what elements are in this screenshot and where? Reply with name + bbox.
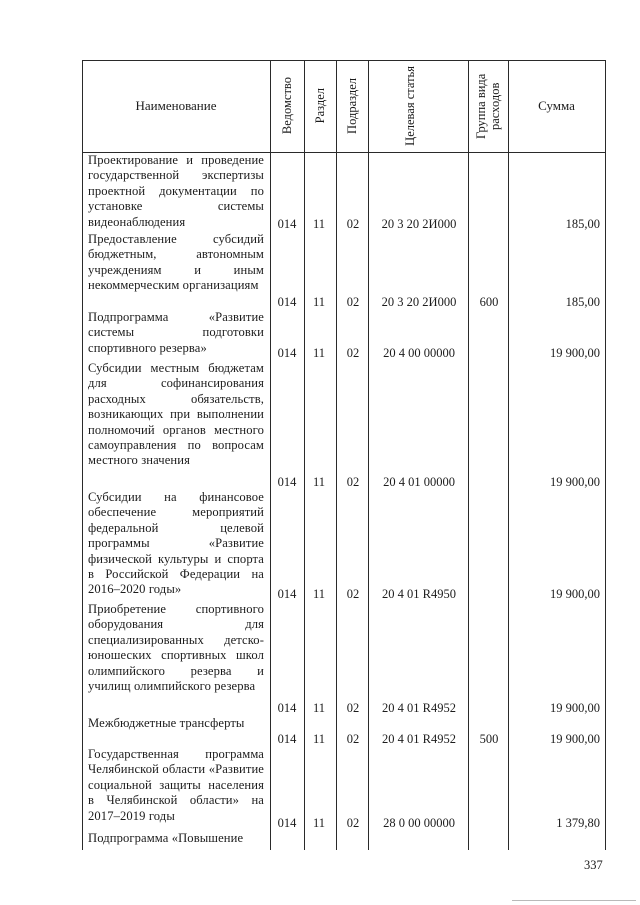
- header-amount: [508, 60, 605, 152]
- row-section: 11: [312, 294, 326, 309]
- row-subsection: 02: [346, 474, 360, 489]
- row-expense-group: 600: [479, 294, 499, 309]
- header-subsection: [336, 60, 368, 152]
- row-target-article: 20 4 01 R4950: [382, 586, 456, 601]
- header-name: [82, 60, 270, 152]
- row-name: Субсидии на финансовое обеспечение мероприятий федеральной целевой программы «Развитие физической культуры и спорта в Российской Федерации на 2016–2020 годы»: [88, 490, 264, 597]
- header-target-article-label: Целевая статья: [403, 66, 417, 146]
- row-name: Государственная программа Челябинской области «Развитие социальной защиты населения в Челябинской области» на 2017–2019 годы: [88, 747, 264, 823]
- row-section: 11: [312, 700, 326, 715]
- row-section: 11: [312, 586, 326, 601]
- row-amount: 19 900,00: [550, 700, 600, 715]
- row-amount: 1 379,80: [556, 815, 600, 830]
- row-section: 11: [312, 731, 326, 746]
- row-name: Субсидии местным бюджетам для софинансирования расходных обязательств, возникающих при выполнении полномочий органов местного самоуправления по вопросам местного значения: [88, 361, 264, 468]
- row-subsection: 02: [346, 586, 360, 601]
- row-department: 014: [277, 815, 297, 830]
- budget-table: [82, 60, 606, 850]
- table-row: [82, 361, 606, 490]
- table-row: [82, 310, 606, 361]
- row-subsection: 02: [346, 731, 360, 746]
- row-department: 014: [277, 345, 297, 360]
- header-name-label: Наименование: [135, 98, 217, 113]
- row-section: 11: [312, 345, 326, 360]
- table-row: [82, 716, 606, 747]
- row-target-article: 20 4 01 R4952: [382, 731, 456, 746]
- row-target-article: 28 0 00 00000: [383, 815, 455, 830]
- row-target-article: 20 4 00 00000: [383, 345, 455, 360]
- table-row: [82, 490, 606, 602]
- page-number: 337: [584, 858, 603, 872]
- row-subsection: 02: [346, 294, 360, 309]
- row-amount: 185,00: [565, 216, 600, 231]
- row-department: 014: [277, 294, 297, 309]
- row-section: 11: [312, 815, 326, 830]
- table-row: [82, 831, 606, 850]
- row-name: Межбюджетные трансферты: [88, 716, 245, 730]
- header-section: [304, 60, 336, 152]
- header-amount-label: Сумма: [538, 98, 575, 113]
- table-row: [82, 747, 606, 831]
- row-department: 014: [277, 216, 297, 231]
- row-subsection: 02: [346, 815, 360, 830]
- row-target-article: 20 3 20 2И000: [381, 216, 457, 231]
- row-amount: 19 900,00: [550, 586, 600, 601]
- row-target-article: 20 4 01 00000: [383, 474, 455, 489]
- row-amount: 19 900,00: [550, 731, 600, 746]
- row-subsection: 02: [346, 345, 360, 360]
- row-amount: 185,00: [565, 294, 600, 309]
- table-row: [82, 602, 606, 716]
- row-subsection: 02: [346, 216, 360, 231]
- header-expense-group: [468, 60, 508, 152]
- table-row: [82, 232, 606, 310]
- row-department: 014: [277, 700, 297, 715]
- header-expense-group-label: Группа вида расходов: [474, 73, 502, 139]
- row-name: Проектирование и проведение государственной экспертизы проектной документации по установке системы видеонаблюдения: [88, 153, 264, 229]
- header-subsection-label: Подраздел: [345, 78, 359, 134]
- row-section: 11: [312, 474, 326, 489]
- row-department: 014: [277, 731, 297, 746]
- row-target-article: 20 3 20 2И000: [381, 294, 457, 309]
- row-department: 014: [277, 586, 297, 601]
- footer-rule: [512, 900, 636, 901]
- row-name: Приобретение спортивного оборудования для специализированных детско-юношеских спортивных школ олимпийского резерва и училищ олимпийского резерва: [88, 602, 264, 694]
- row-department: 014: [277, 474, 297, 489]
- row-amount: 19 900,00: [550, 474, 600, 489]
- row-name: Предоставление субсидий бюджетным, автономным учреждениям и иным некоммерческим организациям: [88, 232, 264, 293]
- header-target-article: [368, 60, 468, 152]
- header-department-label: Ведомство: [280, 77, 294, 135]
- row-target-article: 20 4 01 R4952: [382, 700, 456, 715]
- row-section: 11: [312, 216, 326, 231]
- row-name: Подпрограмма «Повышение: [88, 831, 244, 845]
- header-department: [270, 60, 304, 152]
- row-expense-group: 500: [479, 731, 499, 746]
- row-name: Подпрограмма «Развитие системы подготовки спортивного резерва»: [88, 310, 264, 355]
- row-subsection: 02: [346, 700, 360, 715]
- row-amount: 19 900,00: [550, 345, 600, 360]
- table-row: [82, 153, 606, 232]
- header-section-label: Раздел: [313, 88, 327, 124]
